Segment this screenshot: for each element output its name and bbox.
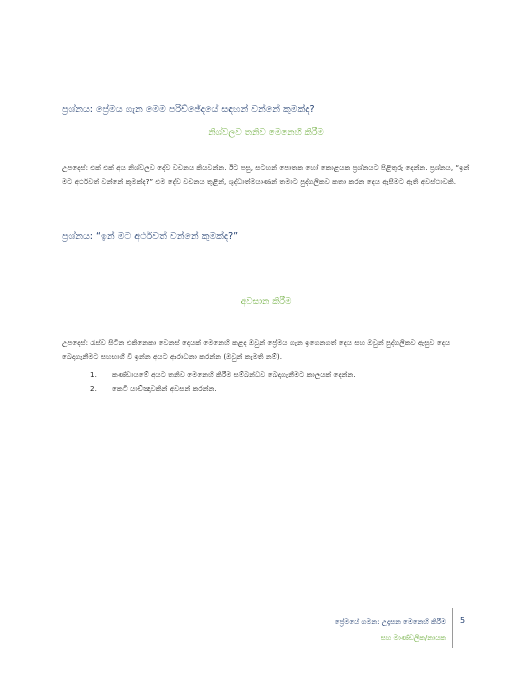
section-heading-closing: අවසාන කිරීම [240, 297, 292, 307]
list-item-text: කෙටි යාච්ඤාවකින් අවසන් කරන්න. [112, 383, 217, 393]
closing-steps-list [90, 368, 470, 395]
list-item [90, 368, 470, 382]
footer-divider [452, 608, 453, 648]
list-item-number: 2. [90, 383, 97, 393]
list-item [90, 382, 470, 396]
footer-subtitle: සහ මාණ්ඩලික/නායක [380, 634, 446, 642]
section-heading-silent-meditation: නිශ්වලව තනිව මෙනෙහි කිරීම [208, 128, 324, 138]
footer-title: ප්‍රේමයේ ගමන: උදෑසන මෙනෙහි කිරීම [334, 618, 446, 626]
instruction-paragraph-closing: උපදෙස්: රැස්ව සිටින එකිනෙකා වෙනස් දෙයක් මෙනෙහි කළද ඔවුන් ප්‍රේමය ගැන ඉගෙනගත් දෙය සහ ඔවුන් පුද්ගලිකව ඇසුව දෙය බෙදාගැනීමට සහභාගී වී ඉන්න අයට ආරාධනා කරන්න (ඔවුන් කැමති නම්). [62, 338, 451, 361]
page-number: 5 [460, 616, 466, 625]
page-footer [335, 614, 446, 646]
question-love-chapter: ප්‍රශ්නය: ප්‍රේමය ගැන මෙම පරිච්ඡේදයේ සඳහන් වන්නේ කුමක්ද? [62, 104, 315, 115]
list-item-number: 1. [90, 370, 97, 379]
list-item-text: කණ්ඩායමේ අයට තනිව මෙනෙහි කිරීම සම්බන්ධව බෙදාගැනීමට කාලයක් දෙන්න. [112, 370, 356, 379]
instruction-paragraph-meditation: උපදෙස්: එක් එක් අය නිශ්වලව දේව වචනය කියවන්න. ඊට පසු, සටහන් පොතක හෝ කොළයක ප්‍රශ්නයට පිළිතුරු දෙන්න. ප්‍රශ්නය, “ඉන් මට අර්ථවත් වන්නේ කුමක්ද?” එම දේව වචනය තුළින්, ශුද්ධාත්මයාණන් තමාට පුද්ගලිකව කතා කරන දෙය ඇසීමට ඇති අවස්ථාවකි. [62, 163, 470, 186]
question-meaningful: ප්‍රශ්නය: “ඉන් මට අර්ථවත් වන්නේ කුමක්ද?” [62, 231, 239, 242]
